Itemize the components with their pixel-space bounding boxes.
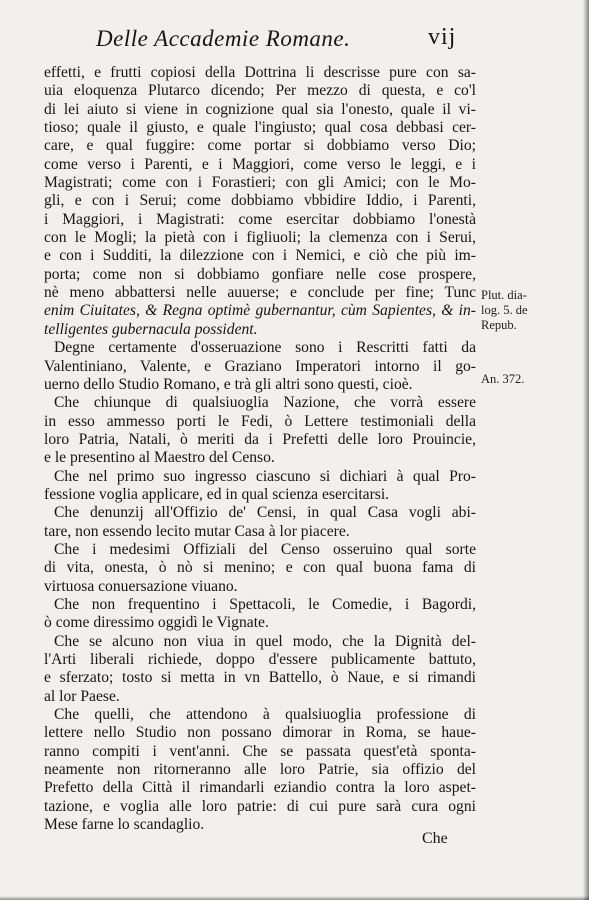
text-line: tazione, e voglia alle loro patrie: di cui pure sarà cura ogni (44, 797, 476, 815)
page-edge-shadow (583, 0, 589, 900)
text-line: tare, non essendo lecito mutar Casa à lor piacere. (44, 522, 350, 540)
text-line: ranno compiti i vent'anni. Che se passata quest'età sponta- (44, 742, 476, 760)
text-line: Che i medesimi Offiziali del Censo osseruino qual sorte (54, 540, 476, 558)
text-line: lettere nello Studio non possano dimorar in Roma, se haue- (44, 724, 476, 742)
text-line: gli, e con i Serui; come dobbiamo vbbidire Iddio, i Parenti, (44, 192, 476, 210)
text-line: ò come diressimo oggidì le Vignate. (44, 614, 269, 632)
text-line: come verso i Parenti, e i Maggiori, come verso le leggi, e i (44, 155, 476, 173)
latin-quote-line: enim Ciuitates, & Regna optimè gubernantur, cùm Sapientes, & in- (44, 302, 476, 320)
text-line: l'Arti liberali richiede, doppo d'essere publicamente battuto, (44, 651, 476, 668)
text-line: Che chiunque di qualsiuoglia Nazione, che vorrà essere (54, 394, 476, 412)
text-line: Che se alcuno non viua in quel modo, che la Dignità del- (54, 632, 476, 650)
text-line: Valentiniano, Valente, e Graziano Imperatori intorno il go- (44, 357, 476, 375)
text-line: Magistrati; come con i Forastieri; con gli Amici; con le Mo- (44, 174, 476, 192)
text-line: e con i Sudditi, la dilezzione con i Nemici, e ciò che più im- (44, 247, 476, 265)
text-line: Che quelli, che attendono à qualsiuoglia professione di (54, 706, 476, 724)
margin-note-line: log. 5. de (481, 303, 528, 317)
text-line: e le presentino al Maestro del Censo. (44, 449, 275, 467)
text-line: i Maggiori, i Magistrati: come esercitar dobbiamo l'onestà (44, 210, 476, 228)
margin-note-line: Repub. (481, 318, 517, 332)
text-line: neamente non ritorneranno alle loro Patrie, sia offizio del (44, 761, 476, 779)
catchword: Che (422, 830, 448, 847)
text-line: effetti, e frutti copiosi della Dottrina li descrisse pure con sa- (44, 64, 476, 81)
text-line: con le Mogli; la pietà con i figliuoli; la clemenza con i Serui, (44, 229, 476, 247)
running-header (0, 26, 589, 60)
text-line: loro Patria, Natali, ò meriti da i Prefetti delle loro Prouincie, (44, 430, 476, 448)
folio-number: vij (428, 24, 457, 50)
latin-quote-line: telligentes gubernacula possident. (44, 320, 258, 338)
text-line: e sferzato; tosto si metta in vn Battello, ò Naue, e si rimandi (44, 669, 476, 687)
text-line: di vita, onesta, ò nò si menino; e con qual buona fama di (44, 559, 476, 577)
margin-note-year: An. 372. (481, 372, 525, 386)
text-line: Prefetto della Città il rimandarli eziandio contra la loro aspet- (44, 779, 476, 797)
text-line: virtuosa conuersazione viuano. (44, 577, 238, 595)
text-line: Che nel primo suo ingresso ciascuno si dichiari à qual Pro- (54, 467, 476, 485)
text-line: Che non frequentino i Spettacoli, le Comedie, i Bagordi, (54, 595, 476, 613)
page-bottom-shadow (0, 896, 589, 900)
text-line: porta; come non si dobbiamo gonfiare nelle cose prospere, (44, 265, 476, 283)
text-line: Degne certamente d'osseruazione sono i Rescritti fatti da (54, 339, 476, 357)
main-text-block (44, 64, 476, 834)
running-title: Delle Accademie Romane. (96, 26, 351, 51)
text-line: uerno dello Studio Romano, e trà gli altri sono questi, cioè. (44, 375, 413, 393)
margin-note-line: Plut. dia- (481, 288, 527, 302)
text-line: di lei aiuto si viene in cognizione qual sia l'onesto, quale il vi- (44, 100, 476, 118)
text-line: tioso; quale il giusto, e quale l'ingiusto; qual cosa debbasi cer- (44, 119, 476, 137)
text-line: uia eloquenza Plutarco dicendo; Per mezzo di questa, e co'l (44, 82, 476, 100)
text-line: nè meno abbattersi nelle auuerse; e conclude per fine; Tunc (44, 284, 476, 302)
text-line: in esso ammesso porti le Fedi, ò Lettere testimoniali della (44, 412, 476, 430)
text-line: al lor Paese. (44, 687, 120, 705)
text-line: Mese farne lo scandaglio. (44, 816, 205, 834)
text-line: Che denunzij all'Offizio de' Censi, in qual Casa vogli abi- (54, 504, 476, 522)
text-line: care, e qual fuggire: come portar si dobbiamo verso Dio; (44, 137, 476, 155)
margin-note-plutarch (481, 288, 581, 333)
text-line: fessione voglia applicare, ed in qual scienza esercitarsi. (44, 485, 390, 503)
